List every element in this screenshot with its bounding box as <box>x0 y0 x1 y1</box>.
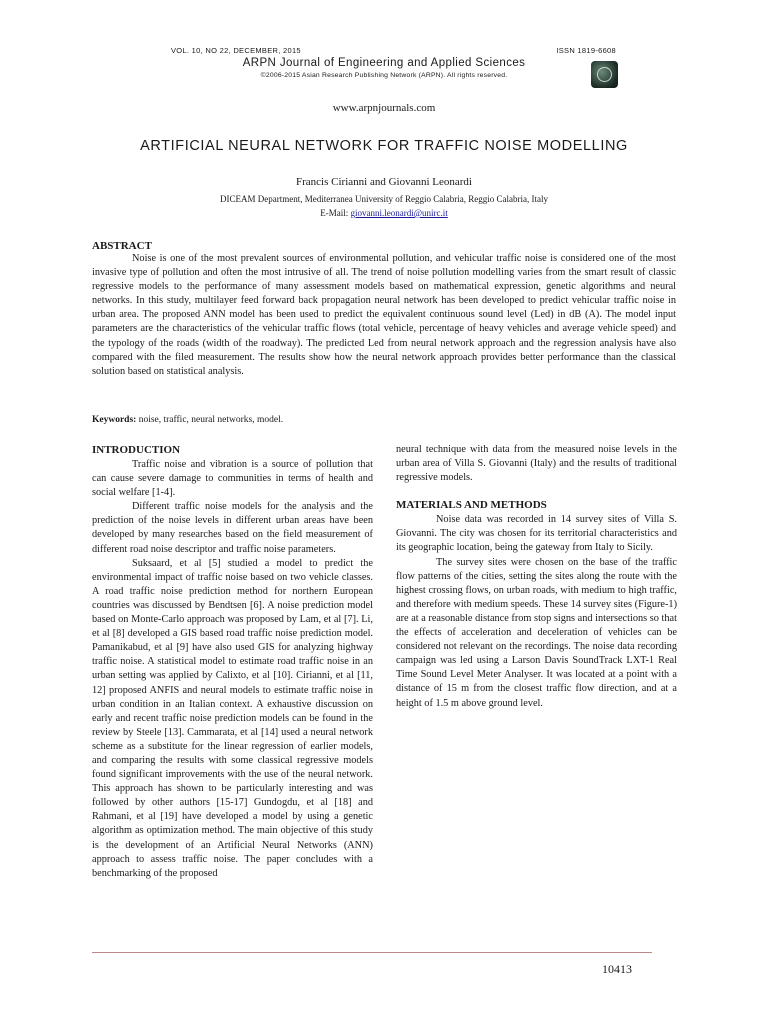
introduction-heading: INTRODUCTION <box>92 444 181 456</box>
email-link[interactable]: giovanni.leonardi@unirc.it <box>350 208 448 218</box>
methods-paragraph-1: Noise data was recorded in 14 survey sites of Villa S. Giovanni. The city was chosen for its territorial characteristics and its geographic location, being the gateway from Italy to Sicily. <box>396 514 677 554</box>
author-email-line <box>0 208 768 218</box>
intro-paragraph-3-continued: neural technique with data from the measured noise levels in the urban area of Villa S. Giovanni (Italy) and the results of traditional regressive models. <box>396 444 677 484</box>
paper-title: ARTIFICIAL NEURAL NETWORK FOR TRAFFIC NOISE MODELLING <box>140 138 628 154</box>
copyright-notice: ©2006-2015 Asian Research Publishing Network (ARPN). All rights reserved. <box>260 72 508 79</box>
abstract-text: Noise is one of the most prevalent sources of environmental pollution, and vehicular traffic noise is considered one of the most invasive type of pollution and often the most intrusive of all. The trend of noise pollution modelling varies from the smart result of classic regressive models to the performance of many assessment models based on mathematical expression, genetic algorithms and neural networks. In this study, multilayer feed forward back propagation neural network has been developed to predict vehicular traffic noise in urban area. The proposed ANN model has been used to predict the equivalent continuous sound level (Led) in dB (A). The model input parameters are the characteristics of the vehicular traffic flows (total vehicle, percentage of heavy vehicles and average vehicle speed) and the typology of the roads (width of the roadway). The predicted Led from neural network approach and the regression analysis have also compared with the filed measurement. The results show how the neural network approach provides better performance than the classical solution based on statistical analysis. <box>92 253 676 377</box>
abstract-heading: ABSTRACT <box>92 240 152 252</box>
right-column <box>396 443 677 711</box>
intro-paragraph-1: Traffic noise and vibration is a source of pollution that can cause severe damage to communities in terms of health and social welfare [1-4]. <box>92 459 373 499</box>
page-number: 10413 <box>602 962 632 976</box>
intro-paragraph-3: Suksaard, et al [5] studied a model to predict the environmental impact of traffic noise based on two vehicle classes. A road traffic noise prediction method for northern European countries was discussed by Bendtsen [6]. A noise prediction model based on Monte-Carlo approach was proposed by Lam, et al [7]. Li, et al [8] developed a GIS based road traffic noise prediction model. Pamanikabud, et al [9] have also used GIS for analyzing highway traffic noise. A statistical model to estimate road traffic noise in an urban setting was applied by Calixto, et al [10]. Cirianni, et al [11, 12] proposed ANFIS and neural models to estimate traffic noise in urban condition in an Italian context. A exhaustive discussion on early and recent traffic noise prediction models can be found in the review by Steele [13]. Cammarata, et al [14] used a neural network scheme as a substitute for the linear regression of earlier models, and comparing the results with some classical regressive models found significant improvements with the use of the neural network. This approach has shown to be particularly interesting and was followed by other authors [15-17] Gundogdu, et al [18] and Rahmani, et al [19] have developed a model by using a genetic algorithm as optimization method. The main objective of this study is the development of an Artificial Neural Networks (ANN) approach to assess traffic noise. The paper concludes with a benchmarking of the proposed <box>92 557 373 879</box>
journal-logo-icon <box>591 61 618 88</box>
keywords-line <box>92 415 283 425</box>
author-affiliation: DICEAM Department, Mediterranea University of Reggio Calabria, Reggio Calabria, Italy <box>220 194 548 204</box>
keywords-label: Keywords: <box>92 415 137 425</box>
footer-divider <box>92 952 652 953</box>
email-label: E-Mail: <box>320 208 351 218</box>
journal-name: ARPN Journal of Engineering and Applied Sciences <box>242 57 526 69</box>
methods-heading: MATERIALS AND METHODS <box>396 499 547 512</box>
keywords-text: noise, traffic, neural networks, model. <box>136 415 284 425</box>
paper-authors: Francis Cirianni and Giovanni Leonardi <box>296 176 472 188</box>
left-column <box>92 444 373 881</box>
volume-info: VOL. 10, NO 22, DECEMBER, 2015 <box>171 46 301 55</box>
intro-paragraph-2: Different traffic noise models for the analysis and the prediction of the noise levels in different urban areas have been developed by many researches based on the field measurement of different road noise descriptor and traffic noise parameters. <box>92 501 373 555</box>
methods-paragraph-2: The survey sites were chosen on the base of the traffic flow patterns of the cities, setting the sites along the route with the highest crossing flows, on urban roads, with medium to high traffic, and therefore with medium speeds. These 14 survey sites (Figure-1) are at a reasonable distance from stop signs and intersections so that the effects of acceleration and deceleration of vehicles can be considered not relevant on the recordings. The noise data recording campaign was led using a Larson Davis SoundTrack LXT-1 Real Time Sound Level Meter Analyser. It was located at a point with a distance of 15 m from the closest traffic flow direction, and at a height of 1.5 m above ground level. <box>396 556 677 709</box>
issn: ISSN 1819-6608 <box>556 46 616 55</box>
website-link[interactable]: www.arpnjournals.com <box>332 102 436 114</box>
